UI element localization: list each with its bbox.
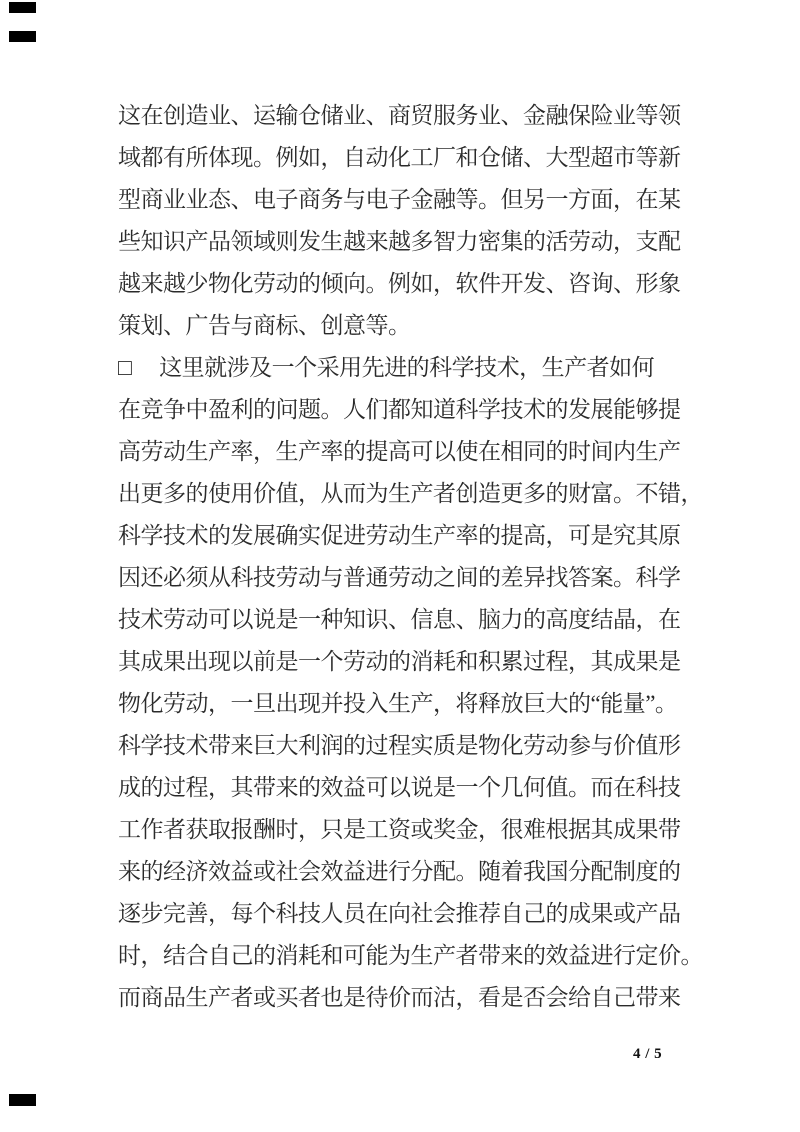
text-line: 时，结合自己的消耗和可能为生产者带来的效益进行定价。 [118,943,703,968]
text-line: 其成果出现以前是一个劳动的消耗和积累过程，其成果是 [118,649,681,674]
text-line: 些知识产品领域则发生越来越多智力密集的活劳动，支配 [118,229,681,254]
text-line-paragraph-start: □ 这里就涉及一个采用先进的科学技术，生产者如何 [118,355,655,380]
document-text-block [118,95,703,1019]
text-line: 技术劳动可以说是一种知识、信息、脑力的高度结晶，在 [118,607,681,632]
text-line: 科学技术的发展确实促进劳动生产率的提高，可是究其原 [118,523,681,548]
corner-mark-top-1 [9,2,36,13]
text-line: 工作者获取报酬时，只是工资或奖金，很难根据其成果带 [118,817,681,842]
corner-mark-bottom [9,1094,36,1106]
text-line: 在竞争中盈利的问题。人们都知道科学技术的发展能够提 [118,397,681,422]
text-line: 高劳动生产率，生产率的提高可以使在相同的时间内生产 [118,439,681,464]
text-line: 因还必须从科技劳动与普通劳动之间的差异找答案。科学 [118,565,681,590]
text-line: 来的经济效益或社会效益进行分配。随着我国分配制度的 [118,859,681,884]
text-line: 越来越少物化劳动的倾向。例如，软件开发、咨询、形象 [118,271,681,296]
text-line: 逐步完善，每个科技人员在向社会推荐自己的成果或产品 [118,901,681,926]
text-line: 域都有所体现。例如，自动化工厂和仓储、大型超市等新 [118,145,681,170]
text-line: 成的过程，其带来的效益可以说是一个几何值。而在科技 [118,775,681,800]
corner-mark-top-2 [9,31,36,42]
text-line: 策划、广告与商标、创意等。 [118,313,411,338]
page-number: 4 / 5 [633,1046,663,1062]
text-line: 出更多的使用价值，从而为生产者创造更多的财富。不错， [118,481,703,506]
text-line: 而商品生产者或买者也是待价而沽，看是否会给自己带来 [118,985,681,1010]
text-line: 物化劳动，一旦出现并投入生产，将释放巨大的“能量”。 [118,691,678,716]
text-line: 型商业业态、电子商务与电子金融等。但另一方面，在某 [118,187,681,212]
text-line: 科学技术带来巨大利润的过程实质是物化劳动参与价值形 [118,733,681,758]
text-line: 这在创造业、运输仓储业、商贸服务业、金融保险业等领 [118,103,681,128]
